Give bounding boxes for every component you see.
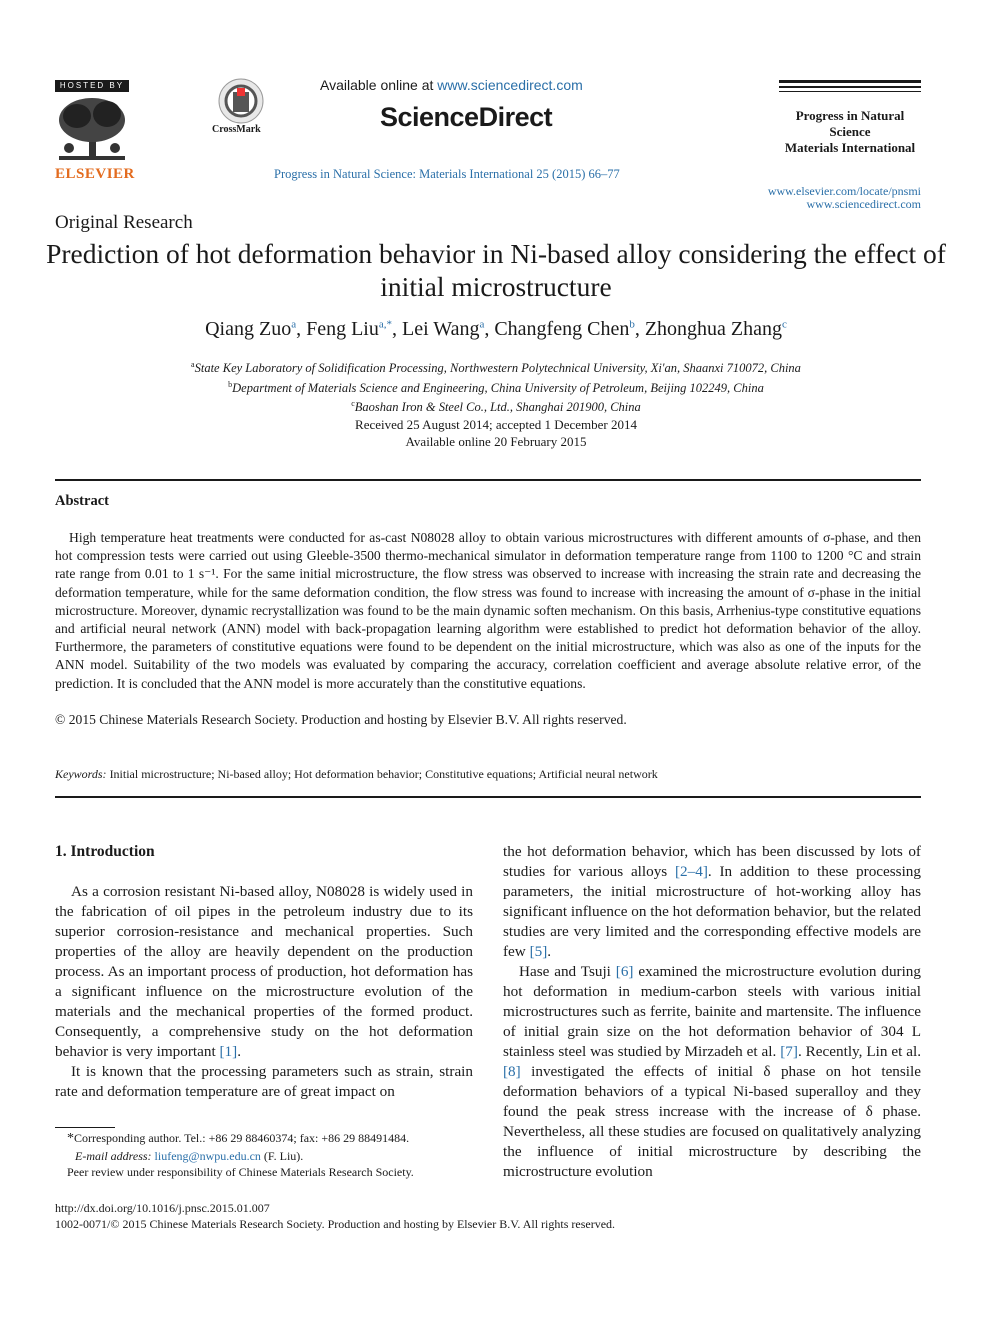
author-sup[interactable]: c (782, 318, 787, 331)
citation-link[interactable]: [8] (503, 1063, 521, 1080)
author-sup[interactable]: a,* (378, 318, 392, 331)
article-dates (40, 417, 952, 450)
abstract-heading: Abstract (55, 493, 109, 509)
author-name: Changfeng Chen (494, 318, 630, 340)
article-category: Original Research (55, 212, 193, 233)
paragraph: Hase and Tsuji [6] examined the microstructure evolution during hot deformation in medium-carbon steels with various initial microstructures such as ferrite, bainite and martensite. The influence of initial grain size on the hot deformation behavior of 304 L stainless steel was studied by Mirzadeh et al. [7]. Recently, Lin et al. [8] investigated the effects of initial δ phase on hot tensile deformation behaviors of a typical Ni-based superalloy and they found the peak stress increase with the increase of δ phase. Nevertheless, all these studies are focused on qualitatively analyzing the influence of initial microstructure by describing the microstructure evolution (503, 963, 921, 1180)
author-name: Feng Liu (306, 318, 379, 340)
citation-link[interactable]: [6] (615, 963, 634, 980)
paragraph: It is known that the processing parameters such as strain, strain rate and deformation temperature are of great impact on (55, 1063, 473, 1100)
journal-name (779, 108, 921, 156)
email-footnote: E-mail address: liufeng@nwpu.edu.cn (F. Liu). (75, 1148, 304, 1163)
keywords-label: Keywords: (55, 767, 107, 781)
journal-rules (779, 80, 921, 95)
keywords (55, 767, 658, 782)
author-name: Qiang Zuo (205, 318, 292, 340)
divider (55, 796, 921, 798)
journal-name-line: Progress in Natural (795, 108, 905, 123)
crossmark-label: CrossMark (212, 124, 261, 135)
crossmark-icon[interactable] (216, 78, 266, 124)
citation-link[interactable]: [1] (219, 1043, 238, 1060)
abstract-copyright: © 2015 Chinese Materials Research Society. Production and hosting by Elsevier B.V. All rights reserved. (55, 712, 627, 727)
citation-link[interactable]: [5] (529, 943, 548, 960)
available-date: Available online 20 February 2015 (405, 433, 587, 449)
journal-citation[interactable]: Progress in Natural Science: Materials International 25 (2015) 66–77 (274, 167, 620, 181)
publisher-name: ELSEVIER (55, 166, 135, 182)
journal-name-line: Science (829, 124, 871, 139)
right-column (503, 842, 921, 1182)
footnotes (55, 1130, 473, 1181)
abstract-text: High temperature heat treatments were conducted for as-cast N08028 alloy to obtain various microstructures with different amounts of σ-phase, and then hot compression tests were carried out using Gleeble-3500 thermo-mechanical simulator in deformation temperature range from 1100 to 1200 °C and strain rate range from 0.01 to 1 s⁻¹. For the same initial microstructure, the flow stress was observed to increase with increasing the strain rate and decreasing the deformation temperature, while for the same deformation condition, the flow stress was found to increase with increasing the amount of σ-phase in the initial microstructure. Moreover, dynamic recrystallization was found to be the main dynamic soften mechanism. On this basis, Arrhenius-type constitutive equations and artificial neural network (ANN) model with back-propagation learning algorithm were established to predict hot deformation behavior of the alloy. Furthermore, the parameters of constitutive equations were found to be dependent on the initial microstructure, which was also as one of the inputs for the ANN model. Suitability of the two models was evaluated by comparing the accuracy, correlation coefficient and average absolute relative error, of the prediction. It is concluded that the ANN model is more accurately than the constitutive equations. (55, 530, 921, 691)
section-heading: 1. Introduction (55, 843, 155, 860)
author-list: Qiang Zuo$^a$, Feng Liu$^{a,*}$, Lei Wang$^a$, Changfeng Chen$^b$, Zhonghua Zhang$^c$ (205, 318, 787, 340)
author-sup[interactable]: a (479, 318, 485, 331)
citation-link[interactable]: [7] (780, 1043, 798, 1060)
left-column (55, 842, 473, 1102)
available-online: Available online at www.sciencedirect.com (320, 77, 583, 93)
divider (55, 479, 921, 481)
sciencedirect-link-2[interactable]: www.sciencedirect.com (806, 197, 921, 211)
article-title: Prediction of hot deformation behavior in Ni-based alloy considering the effect of initial microstructure (46, 238, 946, 302)
doi-link[interactable]: http://dx.doi.org/10.1016/j.pnsc.2015.01.007 (55, 1201, 270, 1215)
hosted-by-label: HOSTED BY (55, 80, 129, 92)
email-link[interactable]: liufeng@nwpu.edu.cn (154, 1148, 261, 1163)
corresponding-footnote: *Corresponding author. Tel.: +86 29 88460374; fax: +86 29 88491484. (67, 1131, 410, 1146)
elsevier-locate-link[interactable]: www.elsevier.com/locate/pnsmi (767, 184, 921, 198)
journal-urls (740, 185, 921, 211)
affiliations (40, 357, 952, 416)
paragraph: As a corrosion resistant Ni-based alloy, N08028 is widely used in the fabrication of oil pipes in the petroleum industry due to its superior corrosion-resistance and mechanical properties. Such properties of the alloy are heavily dependent on the production process. As an important process of production, hot deformation has a significant influence on the microstructure evolution of the materials and the mechanical properties of the formed product. Consequently, a comprehensive study on the hot deformation behavior is very important [1]. (55, 883, 473, 1060)
sciencedirect-link[interactable]: www.sciencedirect.com (437, 77, 583, 93)
journal-name-line: Materials International (784, 140, 916, 155)
author-name: Lei Wang (402, 318, 480, 340)
affiliation: $^c$Baoshan Iron & Steel Co., Ltd., Shanghai 201900, China (351, 399, 641, 415)
author-sup[interactable]: a (291, 318, 297, 331)
keywords-text: Initial microstructure; Ni-based alloy; Hot deformation behavior; Constitutive equations; Artificial neural network (109, 767, 658, 781)
affiliation: $^b$Department of Materials Science and Engineering, China University of Petroleum, Beijing 102249, China (228, 379, 764, 395)
author-sup[interactable]: b (629, 318, 635, 331)
issn-copyright: 1002-0071/© 2015 Chinese Materials Research Society. Production and hosting by Elsevier B.V. All rights reserved. (55, 1217, 616, 1231)
peer-review-footnote: Peer review under responsibility of Chinese Materials Research Society. (67, 1165, 414, 1179)
sciencedirect-brand: ScienceDirect (380, 102, 553, 132)
citation-link[interactable]: [2–4] (675, 863, 708, 880)
paragraph: the hot deformation behavior, which has been discussed by lots of studies for various alloys [2–4]. In addition to these processing parameters, the initial microstructure of hot-working alloy has significant influence on the hot deformation behavior, but the related studies are very limited and the corresponding effective models are few [5]. (503, 843, 921, 960)
elsevier-tree-logo (55, 94, 129, 164)
affiliation: $^a$State Key Laboratory of Solidification Processing, Northwestern Polytechnical University, Xi'an, Shaanxi 710072, China (191, 360, 801, 376)
footer (55, 1200, 615, 1232)
author-name: Zhonghua Zhang (644, 318, 783, 340)
footnote-rule (55, 1127, 115, 1128)
received-date: Received 25 August 2014; accepted 1 December 2014 (355, 417, 637, 432)
